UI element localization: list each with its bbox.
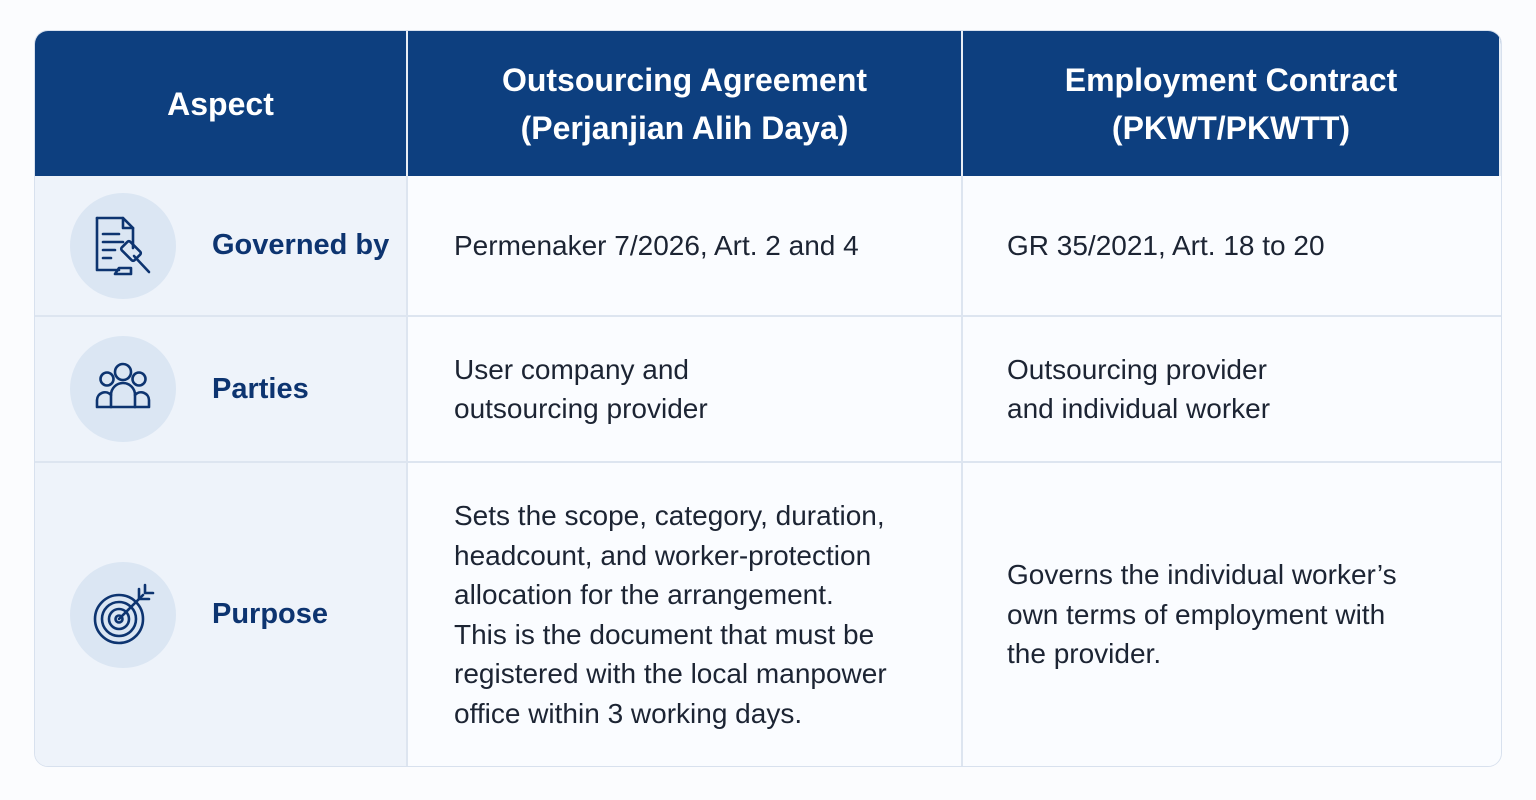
table-grid bbox=[35, 31, 1501, 766]
header-aspect bbox=[35, 31, 408, 176]
header-aspect-label: Aspect bbox=[167, 85, 274, 122]
cell-employment-purpose: Governs the individual worker’s own terms of employment with the provider. bbox=[963, 463, 1501, 766]
header-outsourcing-line2: (Perjanjian Alih Daya) bbox=[520, 109, 849, 146]
aspect-label-parties: Parties bbox=[212, 372, 309, 405]
target-arrow-icon bbox=[70, 562, 176, 668]
cell-outsourcing-purpose: Sets the scope, category, duration, headcount, and worker-protection allocation for the arrangement. This is the document that must be registered with the local manpower office within 3 working days. bbox=[408, 463, 963, 766]
cell-outsourcing-governed-by: Permenaker 7/2026, Art. 2 and 4 bbox=[408, 176, 963, 317]
cell-employment-governed-by: GR 35/2021, Art. 18 to 20 bbox=[963, 176, 1501, 317]
row-parties-aspect bbox=[35, 317, 408, 463]
comparison-table bbox=[34, 30, 1502, 767]
header-employment-line2: (PKWT/PKWTT) bbox=[1111, 109, 1351, 146]
aspect-label-purpose: Purpose bbox=[212, 598, 329, 630]
cell-outsourcing-parties: User company and outsourcing provider bbox=[408, 317, 963, 463]
row-governed-by-aspect bbox=[35, 176, 408, 317]
header-employment-line1: Employment Contract bbox=[1064, 61, 1398, 98]
aspect-label-governed-by: Governed by bbox=[212, 229, 390, 261]
header-employment-contract bbox=[963, 31, 1501, 176]
people-group-icon bbox=[70, 336, 176, 442]
header-outsourcing-line1: Outsourcing Agreement bbox=[501, 61, 868, 98]
header-outsourcing-agreement bbox=[408, 31, 963, 176]
document-gavel-icon bbox=[70, 193, 176, 299]
row-purpose-aspect bbox=[35, 463, 408, 766]
cell-employment-parties: Outsourcing provider and individual worker bbox=[963, 317, 1501, 463]
